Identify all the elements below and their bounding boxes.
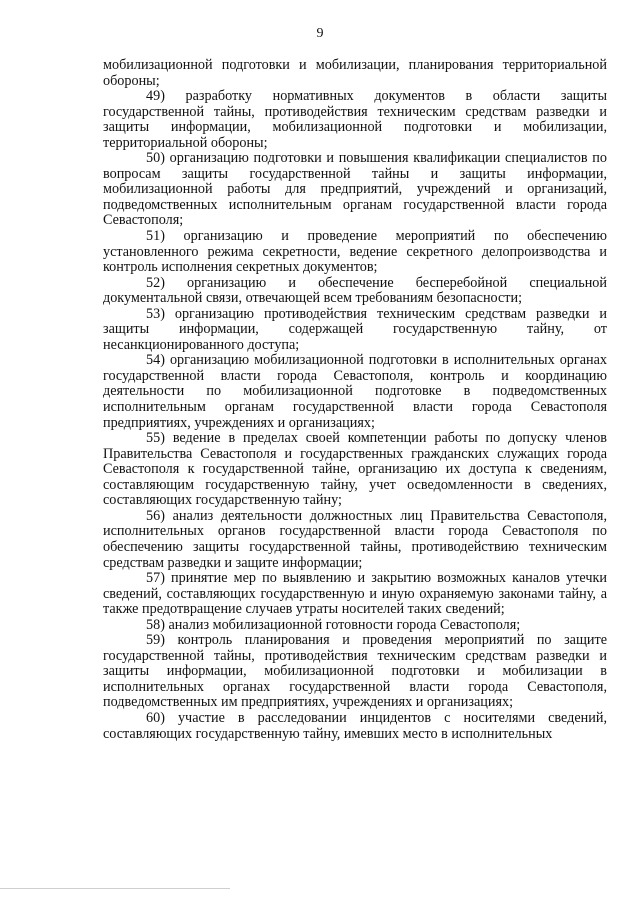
list-item-58: 58) анализ мобилизационной готовности города Севастополя;	[146, 616, 521, 633]
footer-rule	[0, 888, 230, 889]
list-item-53: 53) организацию противодействия техническим средствам разведки и защиты информации, содержащей государственную тайну, от несанкционированного доступа;	[103, 305, 607, 353]
list-item-57: 57) принятие мер по выявлению и закрытию возможных каналов утечки сведений, составляющих государственную и иную охраняемую законами тайну, а также предотвращение случаев утраты носителей таких сведений;	[103, 570, 607, 618]
list-item-51: 51) организацию и проведение мероприятий по обеспечению установленного режима секретности, ведение секретного делопроизводства и контроль исполнения секретных документов;	[103, 228, 607, 276]
list-item-49: 49) разработку нормативных документов в области защиты государственной тайны, противодействия техническим средствам разведки и защиты информации, мобилизационной подготовки и мобилизации, территориальной обороны;	[103, 88, 607, 151]
list-item-59: 59) контроль планирования и проведения мероприятий по защите государственной тайны, противодействия техническим средствам разведки и защиты информации, мобилизационной подготовки и мобилизации в исполнительных органах государственной власти города Севастополя, подведомственных им предприятиях, учреждениях и организациях;	[103, 632, 607, 711]
continued-paragraph: мобилизационной подготовки и мобилизации, планирования территориальной обороны;	[103, 57, 607, 89]
page-number: 9	[316, 26, 324, 41]
list-item-60: 60) участие в расследовании инцидентов с носителями сведений, составляющих государственную тайну, имевших место в исполнительных	[103, 709, 607, 742]
document-body	[103, 58, 607, 742]
list-item-54: 54) организацию мобилизационной подготовки в исполнительных органах государственной власти города Севастополя, контроль и координацию деятельности по мобилизационной подготовке в подведомственных исполнительным органам государственной власти города Севастополя предприятиях, учреждениях и организациях;	[103, 352, 607, 431]
list-item-55: 55) ведение в пределах своей компетенции работы по допуску членов Правительства Севастополя и государственных гражданских служащих города Севастополя к государственной тайне, организацию их доступа к сведениям, составляющим государственную тайну, учет осведомленности в сведениях, составляющих государственную тайну;	[103, 430, 607, 509]
list-item-50: 50) организацию подготовки и повышения квалификации специалистов по вопросам защиты государственной тайны и защиты информации, мобилизационной работы для предприятий, учреждений и организаций, подведомственных исполнительным органам государственной власти города Севастополя;	[103, 150, 607, 229]
list-item-56: 56) анализ деятельности должностных лиц Правительства Севастополя, исполнительных органов государственной власти города Севастополя по обеспечению защиты государственной тайны, противодействию техническим средствам разведки и защите информации;	[103, 507, 607, 571]
list-item-52: 52) организацию и обеспечение бесперебойной специальной документальной связи, отвечающей всем требованиям безопасности;	[103, 274, 607, 307]
